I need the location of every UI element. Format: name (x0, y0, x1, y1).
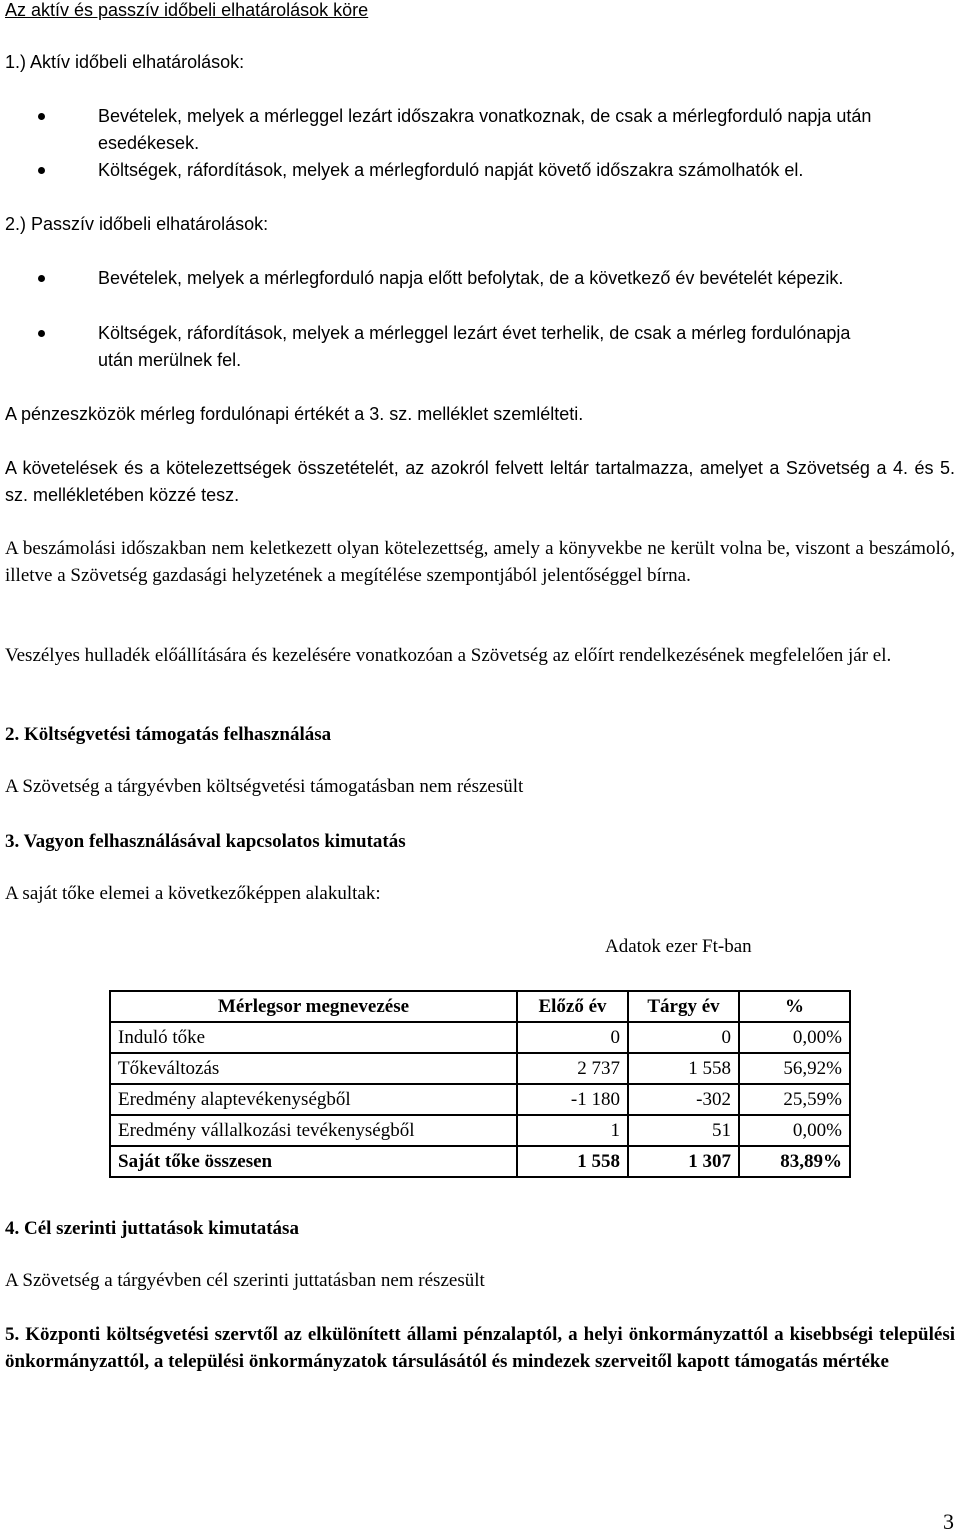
paragraph: A követelések és a kötelezettségek összetételét, az azokról felvett leltár tartalmazza, amelyet a Szövetség a 4. és 5. sz. mellékletében közzé tesz. (5, 458, 955, 505)
table-cell: Saját tőke összesen (110, 1146, 517, 1177)
section-heading: 3. Vagyon felhasználásával kapcsolatos kimutatás (5, 831, 406, 852)
table-cell: Eredmény alaptevékenységből (110, 1084, 517, 1115)
table-row (110, 1084, 850, 1115)
table-cell: 83,89% (739, 1146, 850, 1177)
table-cell: Tőkeváltozás (110, 1053, 517, 1084)
paragraph: A saját tőke elemei a következőképpen alakultak: (5, 883, 381, 904)
list-item-text: Költségek, ráfordítások, melyek a mérleggel lezárt évet terhelik, de csak a mérleg fordulónapja után merülnek fel. (98, 323, 851, 370)
list-item-text: Költségek, ráfordítások, melyek a mérlegforduló napját követő időszakra számolhatók el. (98, 160, 804, 180)
column-header: Előző év (517, 991, 628, 1022)
table-cell: 0 (628, 1022, 739, 1053)
column-header: % (739, 991, 850, 1022)
list-item-text: Bevételek, melyek a mérleggel lezárt időszakra vonatkoznak, de csak a mérlegforduló napja után esedékesek. (98, 106, 872, 153)
table-row (110, 1022, 850, 1053)
unit-note: Adatok ezer Ft-ban (605, 936, 752, 957)
table-cell: 0 (517, 1022, 628, 1053)
table-cell: 0,00% (739, 1022, 850, 1053)
table-header-row (110, 991, 850, 1022)
table-cell: 25,59% (739, 1084, 850, 1115)
table-cell: 1 558 (517, 1146, 628, 1177)
table-cell: Eredmény vállalkozási tevékenységből (110, 1115, 517, 1146)
equity-table (109, 990, 851, 1178)
paragraph: A pénzeszközök mérleg fordulónapi értékét a 3. sz. melléklet szemlélteti. (5, 404, 584, 424)
bullet-icon (38, 330, 45, 337)
bullet-icon (38, 275, 45, 282)
table-cell: 1 (517, 1115, 628, 1146)
table-cell: 1 307 (628, 1146, 739, 1177)
table-cell: 1 558 (628, 1053, 739, 1084)
section-heading: 4. Cél szerinti juttatások kimutatása (5, 1218, 299, 1239)
section-heading: 2. Költségvetési támogatás felhasználása (5, 724, 332, 745)
table-cell: -302 (628, 1084, 739, 1115)
bullet-icon (38, 167, 45, 174)
table-cell: 0,00% (739, 1115, 850, 1146)
list-item-text: Bevételek, melyek a mérlegforduló napja előtt befolytak, de a következő év bevételét képezik. (98, 268, 844, 288)
table-cell: 56,92% (739, 1053, 850, 1084)
paragraph: Veszélyes hulladék előállítására és kezelésére vonatkozóan a Szövetség az előírt rendelkezésének megfelelően jár el. (5, 645, 892, 666)
table-cell: 51 (628, 1115, 739, 1146)
paragraph: A beszámolási időszakban nem keletkezett olyan kötelezettség, amely a könyvekbe ne került volna be, viszont a beszámoló, illetve a Szövetség gazdasági helyzetének a megítélése szempontjából jelentőséggel bírna. (5, 538, 955, 586)
section-1-heading: 1.) Aktív időbeli elhatárolások: (5, 52, 245, 72)
table-total-row (110, 1146, 850, 1177)
paragraph: A Szövetség a tárgyévben költségvetési támogatásban nem részesült (5, 776, 524, 797)
table-cell: -1 180 (517, 1084, 628, 1115)
table-cell: Induló tőke (110, 1022, 517, 1053)
paragraph: A Szövetség a tárgyévben cél szerinti juttatásban nem részesült (5, 1270, 485, 1291)
table-row (110, 1053, 850, 1084)
column-header: Mérlegsor megnevezése (110, 991, 517, 1022)
table-cell: 2 737 (517, 1053, 628, 1084)
page-number: 3 (943, 1509, 954, 1534)
column-header: Tárgy év (628, 991, 739, 1022)
table-row (110, 1115, 850, 1146)
bullet-icon (38, 113, 45, 120)
section-heading: 5. Központi költségvetési szervtől az elkülönített állami pénzalaptól, a helyi önkormányzattól a kisebbségi települési önkormányzattól, a települési önkormányzatok társulásától és mindezek szerveitől kapott támogatás mértéke (5, 1324, 955, 1372)
section-2-heading: 2.) Passzív időbeli elhatárolások: (5, 214, 269, 234)
page-title: Az aktív és passzív időbeli elhatárolások köre (5, 0, 369, 20)
